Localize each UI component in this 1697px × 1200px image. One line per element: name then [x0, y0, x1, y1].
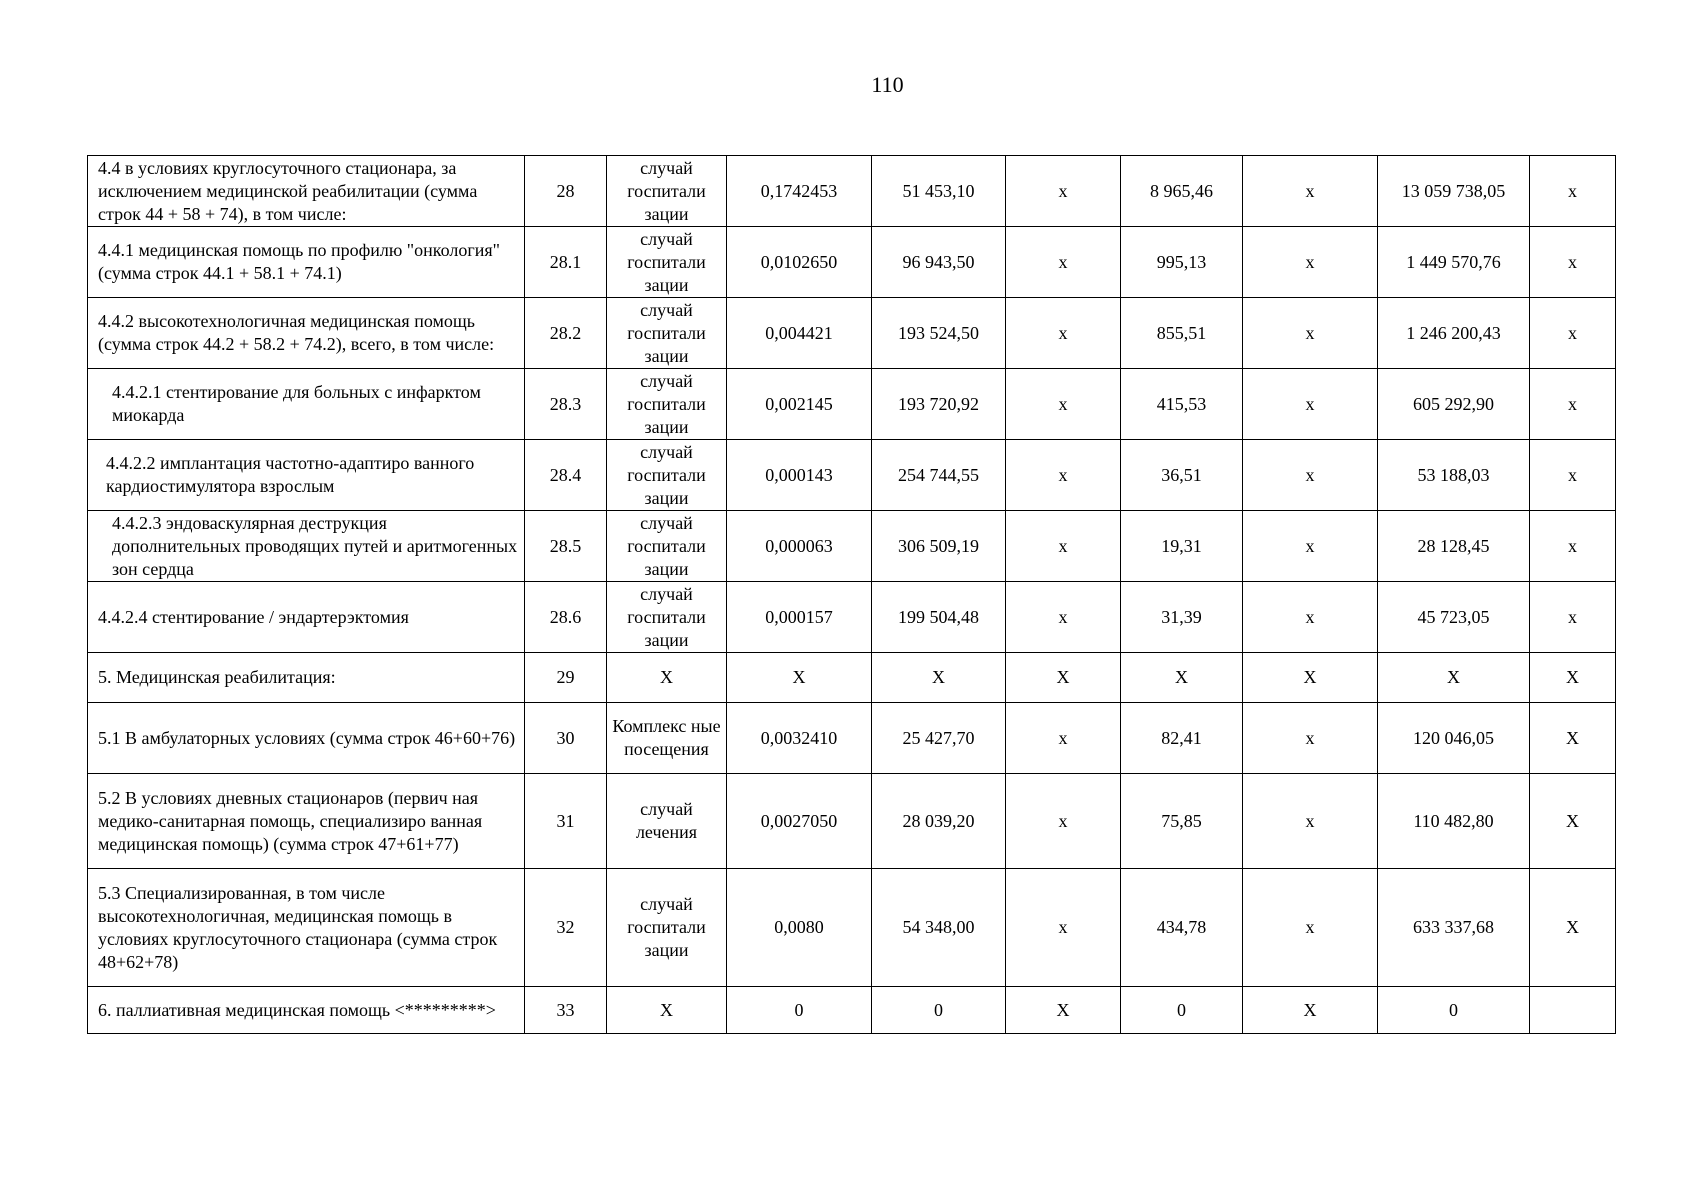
row-value: 25 427,70 [872, 703, 1006, 774]
row-value: 0 [872, 987, 1006, 1034]
table-row [88, 869, 1616, 987]
table-row [88, 156, 1616, 227]
row-name: 4.4.1 медицинская помощь по профилю "онкология" (сумма строк 44.1 + 58.1 + 74.1) [88, 227, 525, 298]
row-value: 8 965,46 [1121, 156, 1243, 227]
row-value: 0,0080 [727, 869, 872, 987]
row-value: х [1243, 369, 1378, 440]
table-row [88, 582, 1616, 653]
row-line-number: 33 [525, 987, 607, 1034]
row-line-number: 28.1 [525, 227, 607, 298]
row-name: 6. паллиативная медицинская помощь <*********> [88, 987, 525, 1034]
row-line-number: 28.2 [525, 298, 607, 369]
row-value: 110 482,80 [1378, 774, 1530, 869]
row-value: X [1006, 653, 1121, 703]
row-unit: случай лечения [607, 774, 727, 869]
row-value: 633 337,68 [1378, 869, 1530, 987]
row-value [1530, 987, 1616, 1034]
row-value: х [1530, 369, 1616, 440]
row-unit: X [607, 653, 727, 703]
row-unit: X [607, 987, 727, 1034]
row-name: 4.4.2.4 стентирование / эндартерэктомия [88, 582, 525, 653]
row-line-number: 30 [525, 703, 607, 774]
row-value: х [1006, 582, 1121, 653]
row-value: X [1243, 653, 1378, 703]
row-value: X [1006, 987, 1121, 1034]
row-value: 199 504,48 [872, 582, 1006, 653]
row-value: 82,41 [1121, 703, 1243, 774]
row-value: 75,85 [1121, 774, 1243, 869]
row-value: х [1243, 156, 1378, 227]
row-name: 4.4.2.1 стентирование для больных с инфарктом миокарда [88, 369, 525, 440]
row-value: 13 059 738,05 [1378, 156, 1530, 227]
row-value: х [1006, 156, 1121, 227]
row-value: 0,0102650 [727, 227, 872, 298]
row-unit: случай госпитали зации [607, 298, 727, 369]
row-value: 1 449 570,76 [1378, 227, 1530, 298]
row-value: X [1243, 987, 1378, 1034]
row-value: 0,000143 [727, 440, 872, 511]
row-value: х [1530, 440, 1616, 511]
row-value: 193 720,92 [872, 369, 1006, 440]
row-value: X [727, 653, 872, 703]
row-value: х [1530, 582, 1616, 653]
row-unit: случай госпитали зации [607, 582, 727, 653]
row-unit: случай госпитали зации [607, 511, 727, 582]
row-value: X [872, 653, 1006, 703]
table-row [88, 703, 1616, 774]
row-unit: случай госпитали зации [607, 227, 727, 298]
row-value: 96 943,50 [872, 227, 1006, 298]
row-value: х [1006, 298, 1121, 369]
row-value: х [1530, 298, 1616, 369]
row-value: 36,51 [1121, 440, 1243, 511]
row-value: х [1006, 869, 1121, 987]
row-value: 54 348,00 [872, 869, 1006, 987]
row-value: 45 723,05 [1378, 582, 1530, 653]
table-row [88, 298, 1616, 369]
row-value: 28 039,20 [872, 774, 1006, 869]
row-value: 1 246 200,43 [1378, 298, 1530, 369]
row-value: X [1530, 869, 1616, 987]
row-value: 605 292,90 [1378, 369, 1530, 440]
row-value: 28 128,45 [1378, 511, 1530, 582]
row-value: 193 524,50 [872, 298, 1006, 369]
row-name: 5. Медицинская реабилитация: [88, 653, 525, 703]
row-value: 0,000157 [727, 582, 872, 653]
row-value: х [1530, 511, 1616, 582]
row-line-number: 28.5 [525, 511, 607, 582]
row-value: 434,78 [1121, 869, 1243, 987]
row-value: х [1006, 774, 1121, 869]
table-row [88, 511, 1616, 582]
row-value: 0,1742453 [727, 156, 872, 227]
table-row [88, 774, 1616, 869]
row-value: 0 [1378, 987, 1530, 1034]
row-value: X [1530, 703, 1616, 774]
row-value: х [1006, 703, 1121, 774]
row-value: х [1243, 774, 1378, 869]
row-value: 31,39 [1121, 582, 1243, 653]
row-value: х [1006, 369, 1121, 440]
row-unit: Комплекс ные посещения [607, 703, 727, 774]
table-row [88, 987, 1616, 1034]
row-name: 4.4.2 высокотехнологичная медицинская помощь (сумма строк 44.2 + 58.2 + 74.2), всего, в том числе: [88, 298, 525, 369]
row-unit: случай госпитали зации [607, 869, 727, 987]
row-value: х [1243, 440, 1378, 511]
row-unit: случай госпитали зации [607, 440, 727, 511]
row-value: 306 509,19 [872, 511, 1006, 582]
row-value: х [1006, 227, 1121, 298]
table-row [88, 227, 1616, 298]
row-value: х [1006, 511, 1121, 582]
row-value: 19,31 [1121, 511, 1243, 582]
row-value: 0 [727, 987, 872, 1034]
row-value: х [1243, 703, 1378, 774]
row-value: 855,51 [1121, 298, 1243, 369]
row-value: х [1243, 227, 1378, 298]
row-name: 5.3 Специализированная, в том числе высокотехнологичная, медицинская помощь в условиях круглосуточного стационара (сумма строк 48+62+78) [88, 869, 525, 987]
row-name: 4.4.2.3 эндоваскулярная деструкция дополнительных проводящих путей и аритмогенных зон сердца [88, 511, 525, 582]
row-line-number: 32 [525, 869, 607, 987]
row-value: X [1378, 653, 1530, 703]
row-value: 254 744,55 [872, 440, 1006, 511]
table-row [88, 369, 1616, 440]
row-value: 0,0027050 [727, 774, 872, 869]
row-name: 5.2 В условиях дневных стационаров (первич ная медико-санитарная помощь, специализиро ванная медицинская помощь) (сумма строк 47+61+77) [88, 774, 525, 869]
table-row [88, 653, 1616, 703]
row-line-number: 29 [525, 653, 607, 703]
row-value: 51 453,10 [872, 156, 1006, 227]
row-value: X [1530, 774, 1616, 869]
data-table [87, 155, 1616, 1034]
row-name: 4.4.2.2 имплантация частотно-адаптиро ванного кардиостимулятора взрослым [88, 440, 525, 511]
row-value: 995,13 [1121, 227, 1243, 298]
row-line-number: 31 [525, 774, 607, 869]
row-unit: случай госпитали зации [607, 369, 727, 440]
row-line-number: 28.3 [525, 369, 607, 440]
row-value: х [1243, 869, 1378, 987]
row-value: 415,53 [1121, 369, 1243, 440]
row-line-number: 28.4 [525, 440, 607, 511]
row-value: х [1530, 227, 1616, 298]
page-number: 110 [871, 72, 904, 97]
row-name: 4.4 в условиях круглосуточного стационара, за исключением медицинской реабилитации (сумма строк 44 + 58 + 74), в том числе: [88, 156, 525, 227]
row-value: 120 046,05 [1378, 703, 1530, 774]
row-value: X [1121, 653, 1243, 703]
row-value: X [1530, 653, 1616, 703]
row-name: 5.1 В амбулаторных условиях (сумма строк 46+60+76) [88, 703, 525, 774]
row-value: х [1243, 298, 1378, 369]
row-value: 53 188,03 [1378, 440, 1530, 511]
row-value: 0,000063 [727, 511, 872, 582]
row-value: 0 [1121, 987, 1243, 1034]
row-value: х [1530, 156, 1616, 227]
table-row [88, 440, 1616, 511]
row-line-number: 28.6 [525, 582, 607, 653]
row-value: х [1006, 440, 1121, 511]
row-unit: случай госпитали зации [607, 156, 727, 227]
row-value: 0,0032410 [727, 703, 872, 774]
row-value: 0,004421 [727, 298, 872, 369]
row-value: х [1243, 582, 1378, 653]
row-value: 0,002145 [727, 369, 872, 440]
row-value: х [1243, 511, 1378, 582]
row-line-number: 28 [525, 156, 607, 227]
